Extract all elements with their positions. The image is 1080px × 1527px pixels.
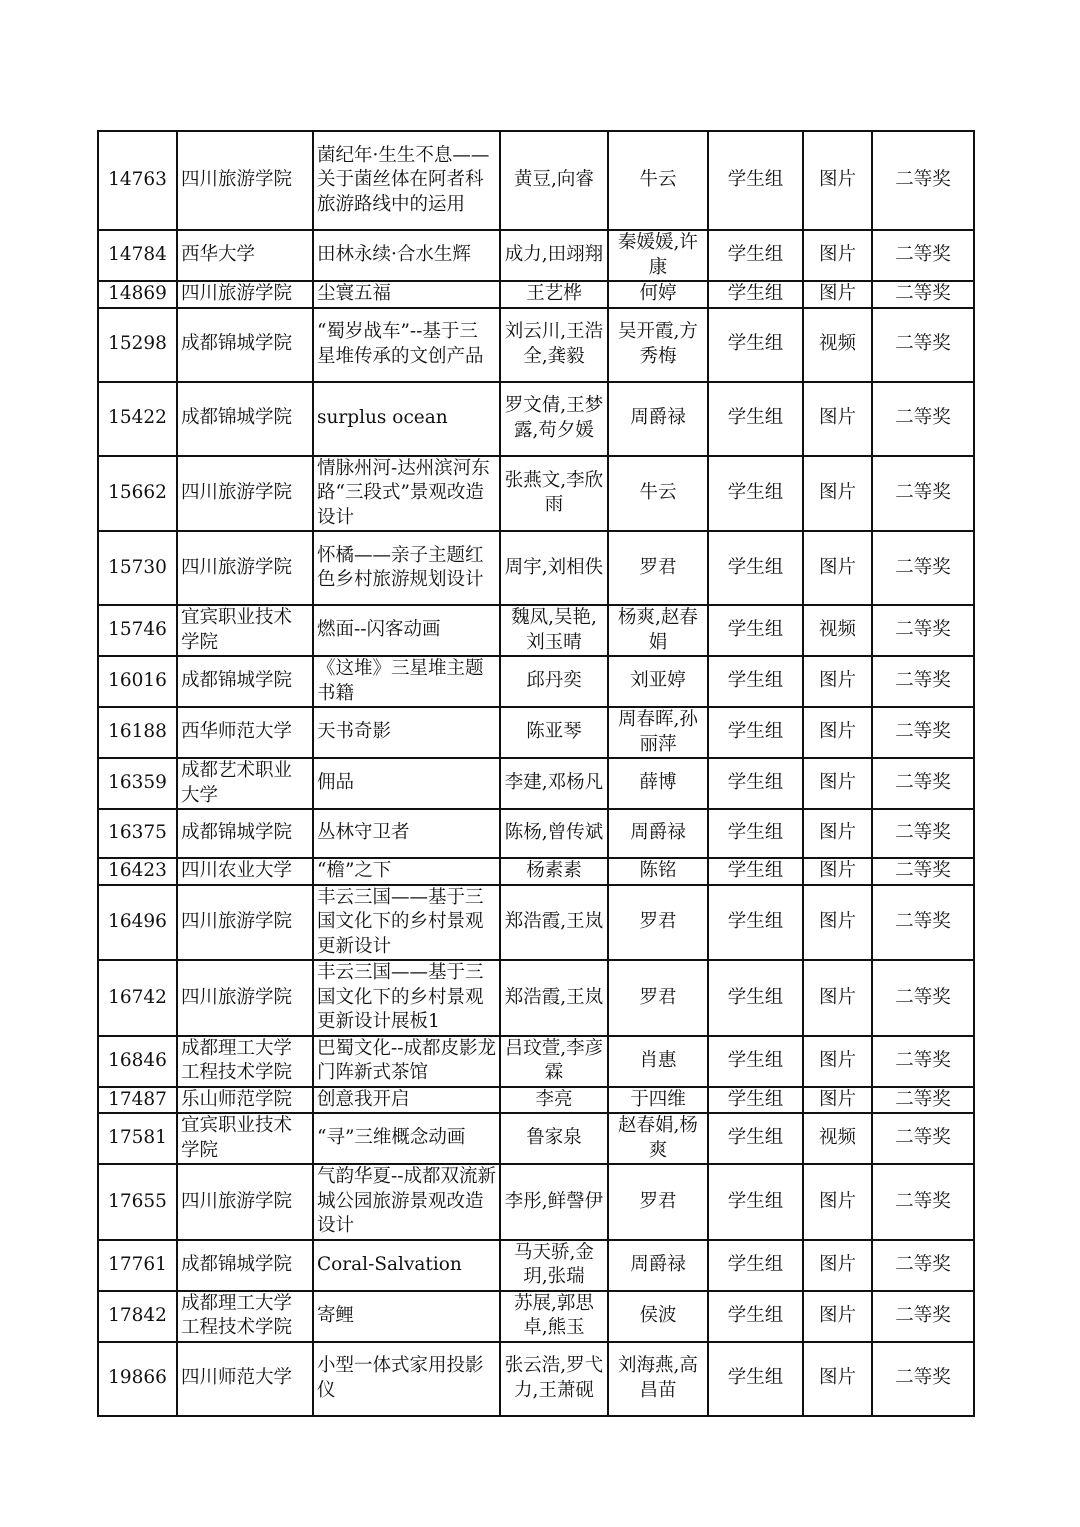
media-type-cell: 图片 bbox=[803, 1291, 872, 1342]
media-type-cell: 图片 bbox=[803, 656, 872, 707]
work-title-cell: 创意我开启 bbox=[313, 1087, 500, 1114]
table-row bbox=[98, 531, 974, 605]
school-cell: 四川师范大学 bbox=[177, 1342, 313, 1416]
authors-cell: 苏展,郭思卓,熊玉 bbox=[500, 1291, 608, 1342]
advisor-cell: 杨爽,赵春娟 bbox=[608, 605, 708, 656]
authors-cell: 杨素素 bbox=[500, 858, 608, 885]
advisor-cell: 吴开霞,方秀梅 bbox=[608, 308, 708, 382]
media-type-cell: 图片 bbox=[803, 858, 872, 885]
entry-id-cell: 16016 bbox=[98, 656, 177, 707]
school-cell: 西华大学 bbox=[177, 230, 313, 281]
entry-id-cell: 17655 bbox=[98, 1164, 177, 1240]
table-row bbox=[98, 382, 974, 456]
school-cell: 成都理工大学工程技术学院 bbox=[177, 1291, 313, 1342]
media-type-cell: 图片 bbox=[803, 1342, 872, 1416]
table-row bbox=[98, 456, 974, 532]
entry-id-cell: 17581 bbox=[98, 1113, 177, 1164]
group-cell: 学生组 bbox=[708, 656, 803, 707]
media-type-cell: 图片 bbox=[803, 960, 872, 1036]
school-cell: 四川农业大学 bbox=[177, 858, 313, 885]
group-cell: 学生组 bbox=[708, 1087, 803, 1114]
authors-cell: 成力,田翊翔 bbox=[500, 230, 608, 281]
award-level-cell: 二等奖 bbox=[872, 308, 974, 382]
advisor-cell: 何婷 bbox=[608, 281, 708, 308]
group-cell: 学生组 bbox=[708, 281, 803, 308]
school-cell: 宜宾职业技术学院 bbox=[177, 1113, 313, 1164]
work-title-cell: 燃面--闪客动画 bbox=[313, 605, 500, 656]
work-title-cell: 丰云三国——基于三国文化下的乡村景观更新设计 bbox=[313, 885, 500, 961]
work-title-cell: surplus ocean bbox=[313, 382, 500, 456]
table-row bbox=[98, 1291, 974, 1342]
group-cell: 学生组 bbox=[708, 858, 803, 885]
school-cell: 成都锦城学院 bbox=[177, 656, 313, 707]
award-level-cell: 二等奖 bbox=[872, 230, 974, 281]
authors-cell: 王艺桦 bbox=[500, 281, 608, 308]
award-level-cell: 二等奖 bbox=[872, 809, 974, 858]
group-cell: 学生组 bbox=[708, 1164, 803, 1240]
work-title-cell: “蜀岁战车”--基于三星堆传承的文创产品 bbox=[313, 308, 500, 382]
table-row bbox=[98, 1087, 974, 1114]
media-type-cell: 图片 bbox=[803, 382, 872, 456]
media-type-cell: 图片 bbox=[803, 1164, 872, 1240]
entry-id-cell: 17487 bbox=[98, 1087, 177, 1114]
table-row bbox=[98, 809, 974, 858]
award-level-cell: 二等奖 bbox=[872, 885, 974, 961]
media-type-cell: 图片 bbox=[803, 1036, 872, 1087]
award-level-cell: 二等奖 bbox=[872, 656, 974, 707]
group-cell: 学生组 bbox=[708, 456, 803, 532]
entry-id-cell: 14784 bbox=[98, 230, 177, 281]
authors-cell: 张云浩,罗弋力,王萧砚 bbox=[500, 1342, 608, 1416]
award-level-cell: 二等奖 bbox=[872, 281, 974, 308]
award-level-cell: 二等奖 bbox=[872, 960, 974, 1036]
advisor-cell: 罗君 bbox=[608, 885, 708, 961]
table-row bbox=[98, 308, 974, 382]
entry-id-cell: 15730 bbox=[98, 531, 177, 605]
advisor-cell: 周春晖,孙丽萍 bbox=[608, 707, 708, 758]
advisor-cell: 刘海燕,高昌苗 bbox=[608, 1342, 708, 1416]
award-level-cell: 二等奖 bbox=[872, 707, 974, 758]
school-cell: 成都锦城学院 bbox=[177, 308, 313, 382]
authors-cell: 马天骄,金玥,张瑞 bbox=[500, 1240, 608, 1291]
table-row bbox=[98, 281, 974, 308]
authors-cell: 郑浩霞,王岚 bbox=[500, 960, 608, 1036]
award-level-cell: 二等奖 bbox=[872, 456, 974, 532]
table-row bbox=[98, 131, 974, 230]
entry-id-cell: 14763 bbox=[98, 131, 177, 230]
media-type-cell: 图片 bbox=[803, 758, 872, 809]
award-level-cell: 二等奖 bbox=[872, 1087, 974, 1114]
school-cell: 四川旅游学院 bbox=[177, 131, 313, 230]
work-title-cell: 尘寰五福 bbox=[313, 281, 500, 308]
advisor-cell: 罗君 bbox=[608, 960, 708, 1036]
table-row bbox=[98, 1342, 974, 1416]
advisor-cell: 牛云 bbox=[608, 131, 708, 230]
media-type-cell: 图片 bbox=[803, 1240, 872, 1291]
entry-id-cell: 16188 bbox=[98, 707, 177, 758]
entry-id-cell: 16359 bbox=[98, 758, 177, 809]
school-cell: 宜宾职业技术学院 bbox=[177, 605, 313, 656]
table-row bbox=[98, 1240, 974, 1291]
table-row bbox=[98, 1036, 974, 1087]
group-cell: 学生组 bbox=[708, 1342, 803, 1416]
award-level-cell: 二等奖 bbox=[872, 1240, 974, 1291]
table-row bbox=[98, 858, 974, 885]
group-cell: 学生组 bbox=[708, 308, 803, 382]
group-cell: 学生组 bbox=[708, 531, 803, 605]
authors-cell: 周宇,刘相佚 bbox=[500, 531, 608, 605]
entry-id-cell: 16742 bbox=[98, 960, 177, 1036]
school-cell: 四川旅游学院 bbox=[177, 1164, 313, 1240]
school-cell: 成都锦城学院 bbox=[177, 382, 313, 456]
authors-cell: 刘云川,王浩全,龚毅 bbox=[500, 308, 608, 382]
media-type-cell: 视频 bbox=[803, 308, 872, 382]
advisor-cell: 赵春娟,杨爽 bbox=[608, 1113, 708, 1164]
school-cell: 四川旅游学院 bbox=[177, 456, 313, 532]
advisor-cell: 侯波 bbox=[608, 1291, 708, 1342]
group-cell: 学生组 bbox=[708, 707, 803, 758]
advisor-cell: 刘亚婷 bbox=[608, 656, 708, 707]
work-title-cell: 《这堆》三星堆主题书籍 bbox=[313, 656, 500, 707]
work-title-cell: 气韵华夏--成都双流新城公园旅游景观改造设计 bbox=[313, 1164, 500, 1240]
entry-id-cell: 15746 bbox=[98, 605, 177, 656]
group-cell: 学生组 bbox=[708, 605, 803, 656]
media-type-cell: 图片 bbox=[803, 885, 872, 961]
table-row bbox=[98, 1164, 974, 1240]
authors-cell: 张燕文,李欣雨 bbox=[500, 456, 608, 532]
advisor-cell: 罗君 bbox=[608, 1164, 708, 1240]
work-title-cell: 情脉州河-达州滨河东路“三段式”景观改造设计 bbox=[313, 456, 500, 532]
authors-cell: 鲁家泉 bbox=[500, 1113, 608, 1164]
entry-id-cell: 15422 bbox=[98, 382, 177, 456]
media-type-cell: 图片 bbox=[803, 131, 872, 230]
entry-id-cell: 15662 bbox=[98, 456, 177, 532]
group-cell: 学生组 bbox=[708, 809, 803, 858]
authors-cell: 黄豆,向睿 bbox=[500, 131, 608, 230]
advisor-cell: 陈铭 bbox=[608, 858, 708, 885]
school-cell: 成都锦城学院 bbox=[177, 1240, 313, 1291]
work-title-cell: 天书奇影 bbox=[313, 707, 500, 758]
award-level-cell: 二等奖 bbox=[872, 531, 974, 605]
group-cell: 学生组 bbox=[708, 960, 803, 1036]
authors-cell: 邱丹奕 bbox=[500, 656, 608, 707]
school-cell: 成都理工大学工程技术学院 bbox=[177, 1036, 313, 1087]
advisor-cell: 薛博 bbox=[608, 758, 708, 809]
media-type-cell: 图片 bbox=[803, 531, 872, 605]
table-row bbox=[98, 605, 974, 656]
school-cell: 四川旅游学院 bbox=[177, 960, 313, 1036]
work-title-cell: 巴蜀文化--成都皮影龙门阵新式茶馆 bbox=[313, 1036, 500, 1087]
group-cell: 学生组 bbox=[708, 131, 803, 230]
group-cell: 学生组 bbox=[708, 382, 803, 456]
authors-cell: 魏凤,吴艳,刘玉晴 bbox=[500, 605, 608, 656]
entry-id-cell: 19866 bbox=[98, 1342, 177, 1416]
authors-cell: 李亮 bbox=[500, 1087, 608, 1114]
table-row bbox=[98, 960, 974, 1036]
entry-id-cell: 15298 bbox=[98, 308, 177, 382]
table-row bbox=[98, 1113, 974, 1164]
award-level-cell: 二等奖 bbox=[872, 1113, 974, 1164]
school-cell: 成都艺术职业大学 bbox=[177, 758, 313, 809]
media-type-cell: 图片 bbox=[803, 809, 872, 858]
group-cell: 学生组 bbox=[708, 1113, 803, 1164]
school-cell: 四川旅游学院 bbox=[177, 885, 313, 961]
award-level-cell: 二等奖 bbox=[872, 605, 974, 656]
authors-cell: 郑浩霞,王岚 bbox=[500, 885, 608, 961]
award-level-cell: 二等奖 bbox=[872, 1291, 974, 1342]
work-title-cell: Coral-Salvation bbox=[313, 1240, 500, 1291]
work-title-cell: 丰云三国——基于三国文化下的乡村景观更新设计展板1 bbox=[313, 960, 500, 1036]
school-cell: 四川旅游学院 bbox=[177, 531, 313, 605]
authors-cell: 李建,邓杨凡 bbox=[500, 758, 608, 809]
work-title-cell: 菌纪年·生生不息——关于菌丝体在阿者科旅游路线中的运用 bbox=[313, 131, 500, 230]
work-title-cell: 怀橘——亲子主题红色乡村旅游规划设计 bbox=[313, 531, 500, 605]
media-type-cell: 视频 bbox=[803, 1113, 872, 1164]
authors-cell: 陈杨,曾传斌 bbox=[500, 809, 608, 858]
advisor-cell: 秦媛媛,许康 bbox=[608, 230, 708, 281]
entry-id-cell: 16496 bbox=[98, 885, 177, 961]
authors-cell: 吕玟萱,李彦霖 bbox=[500, 1036, 608, 1087]
advisor-cell: 肖惠 bbox=[608, 1036, 708, 1087]
authors-cell: 罗文倩,王梦露,苟夕媛 bbox=[500, 382, 608, 456]
entry-id-cell: 16846 bbox=[98, 1036, 177, 1087]
school-cell: 乐山师范学院 bbox=[177, 1087, 313, 1114]
award-level-cell: 二等奖 bbox=[872, 858, 974, 885]
advisor-cell: 牛云 bbox=[608, 456, 708, 532]
work-title-cell: 小型一体式家用投影仪 bbox=[313, 1342, 500, 1416]
advisor-cell: 于四维 bbox=[608, 1087, 708, 1114]
award-table-body bbox=[98, 131, 974, 1416]
table-row bbox=[98, 230, 974, 281]
school-cell: 成都锦城学院 bbox=[177, 809, 313, 858]
media-type-cell: 图片 bbox=[803, 281, 872, 308]
authors-cell: 陈亚琴 bbox=[500, 707, 608, 758]
entry-id-cell: 16423 bbox=[98, 858, 177, 885]
table-row bbox=[98, 707, 974, 758]
work-title-cell: 寄鲤 bbox=[313, 1291, 500, 1342]
award-level-cell: 二等奖 bbox=[872, 1036, 974, 1087]
advisor-cell: 罗君 bbox=[608, 531, 708, 605]
entry-id-cell: 17761 bbox=[98, 1240, 177, 1291]
award-level-cell: 二等奖 bbox=[872, 1164, 974, 1240]
media-type-cell: 图片 bbox=[803, 707, 872, 758]
group-cell: 学生组 bbox=[708, 758, 803, 809]
media-type-cell: 视频 bbox=[803, 605, 872, 656]
table-row bbox=[98, 656, 974, 707]
entry-id-cell: 16375 bbox=[98, 809, 177, 858]
group-cell: 学生组 bbox=[708, 1240, 803, 1291]
school-cell: 西华师范大学 bbox=[177, 707, 313, 758]
advisor-cell: 周爵禄 bbox=[608, 1240, 708, 1291]
school-cell: 四川旅游学院 bbox=[177, 281, 313, 308]
media-type-cell: 图片 bbox=[803, 230, 872, 281]
award-level-cell: 二等奖 bbox=[872, 131, 974, 230]
award-level-cell: 二等奖 bbox=[872, 1342, 974, 1416]
advisor-cell: 周爵禄 bbox=[608, 382, 708, 456]
group-cell: 学生组 bbox=[708, 885, 803, 961]
group-cell: 学生组 bbox=[708, 1036, 803, 1087]
entry-id-cell: 14869 bbox=[98, 281, 177, 308]
advisor-cell: 周爵禄 bbox=[608, 809, 708, 858]
media-type-cell: 图片 bbox=[803, 456, 872, 532]
work-title-cell: “寻”三维概念动画 bbox=[313, 1113, 500, 1164]
group-cell: 学生组 bbox=[708, 1291, 803, 1342]
work-title-cell: “檐”之下 bbox=[313, 858, 500, 885]
work-title-cell: 田林永续·合水生辉 bbox=[313, 230, 500, 281]
entry-id-cell: 17842 bbox=[98, 1291, 177, 1342]
work-title-cell: 佣品 bbox=[313, 758, 500, 809]
table-row bbox=[98, 758, 974, 809]
authors-cell: 李彤,鲜謦伊 bbox=[500, 1164, 608, 1240]
work-title-cell: 丛林守卫者 bbox=[313, 809, 500, 858]
table-row bbox=[98, 885, 974, 961]
group-cell: 学生组 bbox=[708, 230, 803, 281]
award-list-table bbox=[97, 130, 975, 1417]
media-type-cell: 图片 bbox=[803, 1087, 872, 1114]
award-level-cell: 二等奖 bbox=[872, 382, 974, 456]
award-level-cell: 二等奖 bbox=[872, 758, 974, 809]
